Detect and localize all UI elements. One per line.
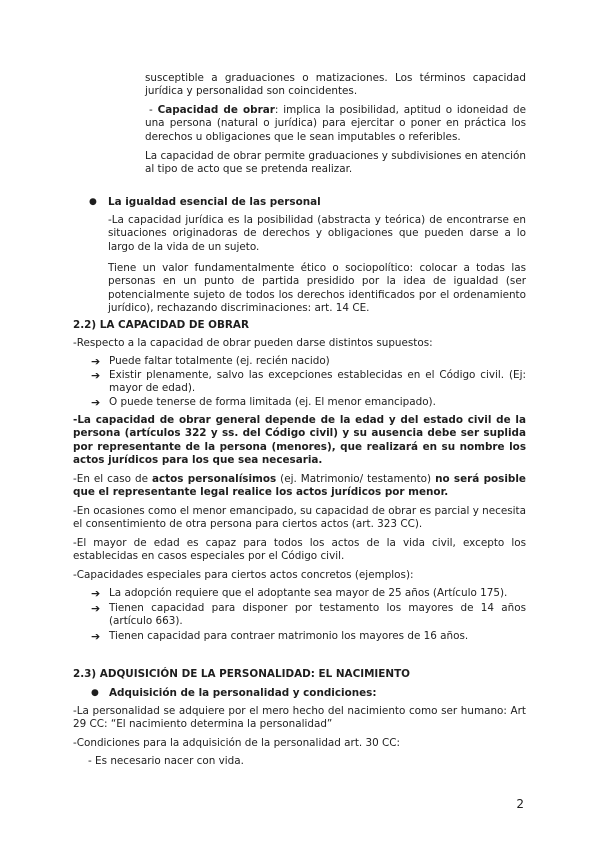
igualdad-paragraph-1: -La capacidad jurídica es la posibilidad (abstracta y teórica) de encontrarse en situaciones originadoras de derechos y obligaciones que pueden darse a lo largo de la vida de un sujeto.	[108, 214, 526, 253]
menor-emancipado-paragraph: -En ocasiones como el menor emancipado, su capacidad de obrar es parcial y necesita el consentimiento de otra persona para ciertos actos (art. 323 CC).	[73, 505, 526, 531]
arrow-icon: ➔	[91, 396, 101, 409]
capacidad-especial-item: La adopción requiere que el adoptante sea mayor de 25 años (Artículo 175).	[109, 587, 508, 599]
actos-personalisimos-term: actos personalísimos	[152, 473, 277, 485]
supuesto-item: Puede faltar totalmente (ej. recién nacido)	[109, 355, 330, 367]
arrow-icon: ➔	[91, 355, 101, 368]
supuesto-item: Existir plenamente, salvo las excepciones establecidas en el Código civil. (Ej: mayor de edad).	[109, 369, 526, 395]
text-run: (ej. Matrimonio/ testamento)	[276, 473, 436, 485]
capacidad-especial-item: Tienen capacidad para disponer por testamento los mayores de 14 años (artículo 663).	[109, 602, 526, 628]
igualdad-paragraph-2: Tiene un valor fundamentalmente ético o sociopolítico: colocar a todas las personas en un punto de partida presidido por la idea de igualdad (ser potencialmente sujeto de todos los derechos identificados por el ordenamiento jurídico), rechazando discriminaciones: art. 14 CE.	[108, 262, 526, 315]
obrar-dash: -	[149, 104, 158, 116]
bullet-icon: ●	[89, 197, 97, 207]
mayor-edad-paragraph: -El mayor de edad es capaz para todos los actos de la vida civil, excepto los establecidas en casos especiales por el Código civil.	[73, 537, 526, 563]
condiciones-intro: -Condiciones para la adquisición de la personalidad art. 30 CC:	[73, 737, 401, 749]
page-number: 2	[516, 797, 524, 811]
capacidad-obrar-term: Capacidad de obrar	[157, 104, 275, 116]
arrow-icon: ➔	[91, 587, 101, 600]
section-2-3-heading: 2.3) ADQUISICIÓN DE LA PERSONALIDAD: EL NACIMIENTO	[73, 668, 410, 680]
actos-personalisimos-paragraph	[73, 473, 526, 500]
nacimiento-paragraph: -La personalidad se adquiere por el mero hecho del nacimiento como ser humano: Art 29 CC: “El nacimiento determina la personalidad”	[73, 705, 526, 731]
capacidad-general-paragraph: -La capacidad de obrar general depende de la edad y del estado civil de la persona (artículos 322 y ss. del Código civil) y su ausencia debe ser suplida por representante de la persona (menores), que realizará en su nombre los actos jurídicos para los que sea necesaria.	[73, 414, 526, 467]
text-run-bold: no será posible que el representante legal realice los actos jurídicos por menor.	[73, 473, 526, 499]
capacidad-obrar-definition: : implica la posibilidad, aptitud o idoneidad de una persona (natural o jurídica) para ejercitar o poner en práctica los derechos u obligaciones que le sean imputables o referibles.	[145, 104, 526, 143]
bullet-icon: ●	[91, 688, 99, 698]
section-2-2-heading: 2.2) LA CAPACIDAD DE OBRAR	[73, 319, 249, 331]
supuesto-item: O puede tenerse de forma limitada (ej. El menor emancipado).	[109, 396, 436, 408]
text-run: -En el caso de	[73, 473, 153, 485]
obrar-graduaciones-paragraph: La capacidad de obrar permite graduaciones y subdivisiones en atención al tipo de acto que se pretenda realizar.	[145, 150, 526, 176]
capacidades-especiales-intro: -Capacidades especiales para ciertos actos concretos (ejemplos):	[73, 569, 414, 581]
arrow-icon: ➔	[91, 602, 101, 615]
intro-paragraph: susceptible a graduaciones o matizaciones. Los términos capacidad jurídica y personalidad son coincidentes.	[145, 72, 526, 98]
condicion-item: - Es necesario nacer con vida.	[88, 755, 244, 767]
supuestos-intro: -Respecto a la capacidad de obrar pueden darse distintos supuestos:	[73, 337, 433, 349]
arrow-icon: ➔	[91, 369, 101, 382]
adquisicion-subheading: Adquisición de la personalidad y condiciones:	[109, 687, 377, 699]
arrow-icon: ➔	[91, 630, 101, 643]
igualdad-title: La igualdad esencial de las personal	[108, 196, 321, 208]
capacidad-especial-item: Tienen capacidad para contraer matrimonio los mayores de 16 años.	[109, 630, 469, 642]
capacidad-obrar-paragraph	[145, 104, 526, 144]
